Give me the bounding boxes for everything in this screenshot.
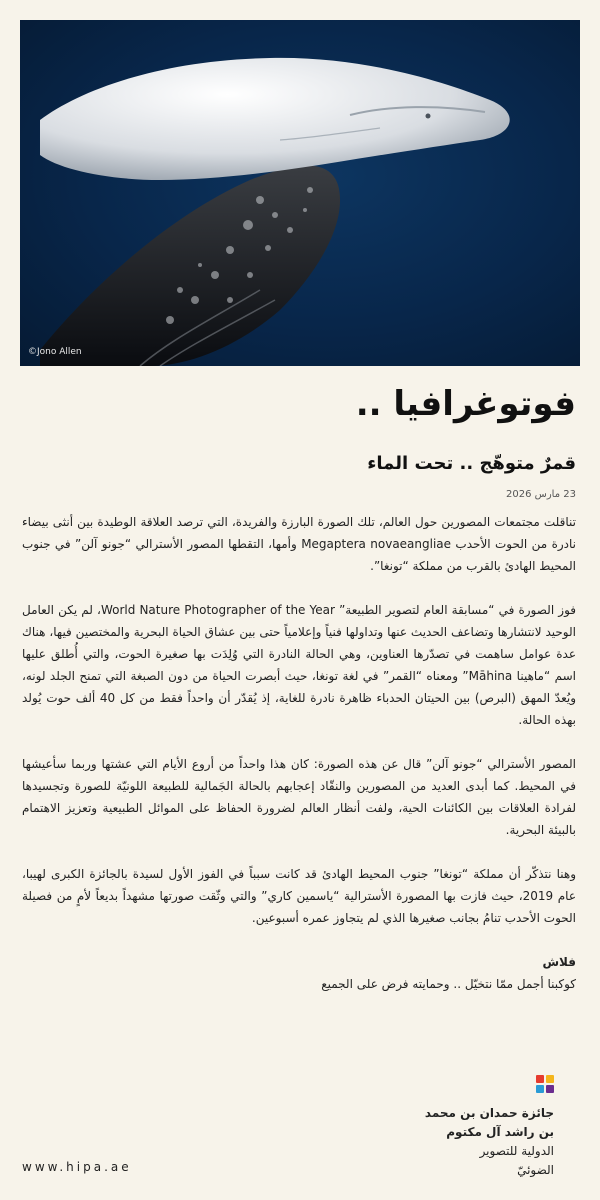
article-paragraph: تناقلت مجتمعات المصورين حول العالم، تلك الصورة البارزة والفريدة، التي ترصد العلاقة الوطيدة بين أنثى بيضاء نادرة من الحوت الأحدب Megaptera novaeangliae وأمها، التقطها المصور الأسترالي “جونو آلن” في جنوب المحيط الهادئ بالقرب من مملكة “تونغا”. [22, 515, 576, 573]
article-paragraph: وهنا نتذكّر أن مملكة “تونغا” جنوب المحيط الهادئ قد كانت سبباً في الفوز الأول لسيدة بالجائزة الكبرى لهيبا، عام 2019، حيث فازت بها المصورة الأسترالية “ياسمين كاري” والتي وثّقت صورتها مشهداً بديعاً لأمٍ من فصيلة الحوت الأحدب تنامُ بجانب صغيرها الذي لم يتجاوز عمره أسبوعين. [22, 867, 576, 925]
organization-name [425, 1104, 554, 1180]
white-calf-whale [40, 58, 510, 180]
flash-text: كوكبنا أجمل ممّا نتخيّل .. وحمايته فرض على الجميع [321, 977, 576, 991]
whale-illustration [20, 20, 580, 366]
article-paragraph: فوز الصورة في “مسابقة العام لتصوير الطبيعة” World Nature Photographer of the Year، لم يكن العامل الوحيد لانتشارها وتضاعف الحديث عنها وتداولها فنياً وإعلامياً حتى بين عشاق الحياة البحرية والمختصين فيها، هناك عدة عوامل ساهمت في تصدّرها العناوين، وهي الحالة النادرة التي وُلِدَت بها صغيرة الحوت، والتي أُطلق عليها اسم “ماهينا Māhina” ومعناه “القمر” في لغة تونغا، حيث أبصرت الحياة من دون الصبغة التي تمنح الجلد لونه، ويُعدّ المهق (البرص) بين الحيتان الحدباء ظاهرة نادرة للغاية، إذ يُقدّر أن واحداً فقط من كل 40 ألف حوت يُولد بهذه الحالة. [22, 603, 577, 727]
mother-whale [40, 166, 340, 366]
org-name-line: الضوئيّ [517, 1163, 554, 1177]
flash-label: فلاش [542, 955, 576, 969]
hipa-logo-icon [536, 1075, 554, 1093]
website-link[interactable]: www.hipa.ae [22, 1160, 132, 1174]
article-date: 23 مارس 2026 [506, 489, 576, 500]
photo-credit: ©Jono Allen [28, 347, 82, 357]
org-name-line: الدولية للتصوير [479, 1144, 554, 1158]
hero-photo [20, 20, 580, 366]
org-name-line: جائزة حمدان بن محمد [424, 1106, 554, 1120]
section-title: فوتوغرافيا .. [355, 384, 576, 424]
article-paragraph: المصور الأسترالي “جونو آلن” قال عن هذه الصورة: كان هذا واحداً من أروع الأيام التي عشتها وربما سأعيشها في المحيط. كما أبدى العديد من المصورين والنقّاد إعجابهم بالحالة الجَمالية للطبيعة اللونيّة للصورة وتجسيدها لفرادة العلاقات بين الكائنات الحية، ولفت أنظار العالم لضرورة الحفاظ على الموائل الطبيعية وتعزيز الاهتمام بالبيئة البحرية. [22, 757, 576, 837]
article-body [22, 511, 576, 995]
org-name-line: بن راشد آل مكتوم [446, 1125, 554, 1139]
article-title: قمرٌ متوهّج .. تحت الماء [367, 453, 576, 474]
